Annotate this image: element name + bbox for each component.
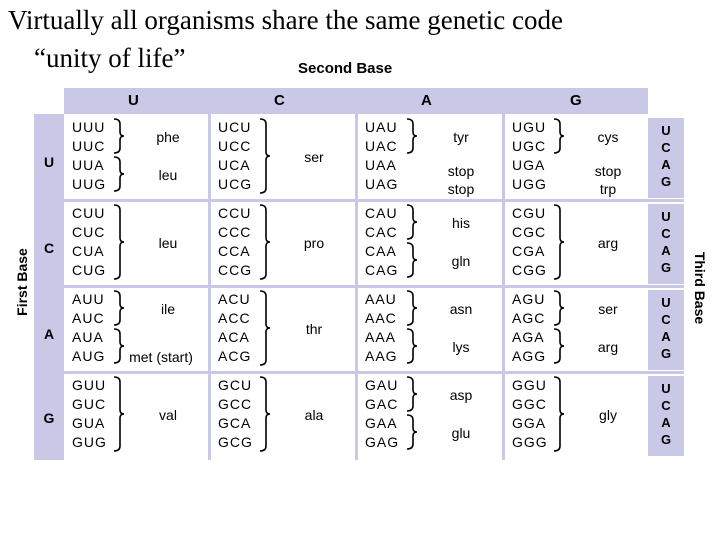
third-base-g: G (660, 174, 672, 189)
brace (112, 204, 126, 285)
codon: CCU (218, 205, 252, 221)
second-base-a: A (421, 92, 432, 109)
third-base-c: C (661, 312, 671, 327)
amino-acid-label: ile (160, 301, 175, 317)
brace (552, 204, 566, 285)
second-base-header-bar (64, 88, 648, 114)
brace (552, 290, 566, 331)
row-divider (64, 199, 684, 202)
amino-acid-label: met (start) (129, 349, 193, 365)
amino-acid-label: lys (452, 339, 470, 355)
codon: GGC (512, 396, 547, 412)
codon: GCU (218, 377, 253, 393)
brace (552, 328, 566, 369)
amino-acid-label: gln (451, 253, 471, 269)
codon: GGG (512, 434, 548, 450)
amino-acid-label: asn (449, 301, 473, 317)
codon: GGA (512, 415, 547, 431)
third-base-g: G (660, 346, 672, 361)
brace (258, 290, 272, 371)
brace (112, 376, 126, 457)
brace (258, 204, 272, 285)
codon: CGA (512, 243, 546, 259)
codon: CAC (365, 224, 398, 240)
brace (552, 376, 566, 457)
amino-acid-label: trp (599, 181, 617, 197)
first-base-label: First Base (14, 248, 30, 316)
codon: UAC (365, 138, 398, 154)
first-base-g: G (43, 410, 55, 426)
amino-acid-label: leu (158, 167, 178, 183)
codon: UAG (365, 176, 399, 192)
codon: UAA (365, 157, 397, 173)
column-divider (355, 114, 358, 460)
codon: UAU (365, 119, 398, 135)
codon: UCG (218, 176, 253, 192)
codon: CUU (72, 205, 106, 221)
first-base-a: A (43, 326, 55, 342)
codon: CAG (365, 262, 399, 278)
third-base-a: A (661, 157, 671, 172)
amino-acid-label: glu (451, 425, 471, 441)
brace (405, 118, 419, 159)
amino-acid-label: arg (597, 339, 619, 355)
codon: UCU (218, 119, 252, 135)
amino-acid-label: cys (597, 129, 619, 145)
third-base-g: G (660, 260, 672, 275)
codon: UUA (72, 157, 105, 173)
page-subtitle: “unity of life” (34, 43, 186, 73)
codon: UGU (512, 119, 547, 135)
page-title: Virtually all organisms share the same genetic code (8, 5, 563, 35)
codon: GCA (218, 415, 252, 431)
brace (405, 242, 419, 283)
brace (405, 376, 419, 417)
brace (258, 376, 272, 457)
codon: GAG (365, 434, 400, 450)
third-base-c: C (661, 398, 671, 413)
brace (112, 118, 126, 159)
codon: AAA (365, 329, 397, 345)
first-base-c: C (43, 240, 55, 256)
codon: CAU (365, 205, 398, 221)
third-base-u: U (661, 123, 671, 138)
amino-acid-label: pro (303, 235, 325, 251)
amino-acid-label: ser (304, 149, 324, 165)
codon: AGG (512, 348, 547, 364)
codon: GGU (512, 377, 547, 393)
third-base-column (648, 118, 684, 198)
codon: AAU (365, 291, 397, 307)
amino-acid-label: his (452, 215, 470, 231)
amino-acid-label: gly (599, 407, 617, 423)
codon: CUA (72, 243, 105, 259)
codon: CCA (218, 243, 251, 259)
amino-acid-label: thr (305, 321, 323, 337)
third-base-label: Third Base (692, 251, 708, 325)
second-base-g: G (570, 92, 582, 109)
codon: AGU (512, 291, 546, 307)
codon: AUA (72, 329, 104, 345)
second-base-label: Second Base (298, 60, 393, 77)
codon: AAC (365, 310, 397, 326)
codon: UUU (72, 119, 106, 135)
row-divider (64, 285, 684, 288)
third-base-column (648, 376, 684, 456)
codon: UGA (512, 157, 546, 173)
codon: UUG (72, 176, 107, 192)
codon: ACU (218, 291, 251, 307)
brace (258, 118, 272, 199)
third-base-a: A (661, 329, 671, 344)
codon: CCC (218, 224, 252, 240)
amino-acid-label: arg (597, 235, 619, 251)
codon: GUC (72, 396, 107, 412)
third-base-c: C (661, 140, 671, 155)
codon: AGC (512, 310, 546, 326)
column-divider (208, 114, 211, 460)
codon: GAU (365, 377, 399, 393)
first-base-u: U (43, 154, 55, 170)
third-base-u: U (661, 295, 671, 310)
codon: CAA (365, 243, 397, 259)
codon: GUA (72, 415, 106, 431)
codon: UUC (72, 138, 106, 154)
brace (112, 156, 126, 197)
amino-acid-label: leu (158, 235, 178, 251)
codon: UCA (218, 157, 251, 173)
row-divider (64, 371, 684, 374)
brace (405, 290, 419, 331)
codon: ACG (218, 348, 252, 364)
codon: CUG (72, 262, 107, 278)
third-base-a: A (661, 415, 671, 430)
brace (552, 118, 566, 159)
brace (405, 204, 419, 245)
codon: CUC (72, 224, 106, 240)
second-base-u: U (128, 92, 139, 109)
second-base-c: C (274, 92, 285, 109)
third-base-column (648, 204, 684, 284)
codon: GUG (72, 434, 107, 450)
codon: GAC (365, 396, 399, 412)
codon: AAG (365, 348, 398, 364)
third-base-u: U (661, 381, 671, 396)
brace (405, 414, 419, 455)
codon: CGU (512, 205, 547, 221)
codon: UGC (512, 138, 547, 154)
brace (405, 328, 419, 369)
third-base-column (648, 290, 684, 370)
codon: AUU (72, 291, 105, 307)
codon: GCG (218, 434, 253, 450)
codon: CGG (512, 262, 547, 278)
codon: ACA (218, 329, 250, 345)
amino-acid-label: val (159, 407, 177, 423)
codon: ACC (218, 310, 251, 326)
codon: AGA (512, 329, 545, 345)
codon: UCC (218, 138, 252, 154)
amino-acid-label: asp (449, 387, 473, 403)
codon: GAA (365, 415, 398, 431)
codon: GUU (72, 377, 107, 393)
third-base-c: C (661, 226, 671, 241)
third-base-g: G (660, 432, 672, 447)
first-base-column (34, 114, 64, 460)
codon: CGC (512, 224, 547, 240)
amino-acid-label: phe (156, 129, 180, 145)
third-base-a: A (661, 243, 671, 258)
amino-acid-label: stop (447, 163, 475, 179)
codon: AUG (72, 348, 106, 364)
third-base-u: U (661, 209, 671, 224)
amino-acid-label: tyr (453, 129, 469, 145)
column-divider (502, 114, 505, 460)
amino-acid-label: ser (598, 301, 618, 317)
amino-acid-label: stop (447, 181, 475, 197)
codon: CCG (218, 262, 253, 278)
codon: AUC (72, 310, 105, 326)
amino-acid-label: ala (304, 407, 324, 423)
codon: UGG (512, 176, 547, 192)
brace (112, 290, 126, 331)
amino-acid-label: stop (594, 163, 622, 179)
codon: GCC (218, 396, 253, 412)
